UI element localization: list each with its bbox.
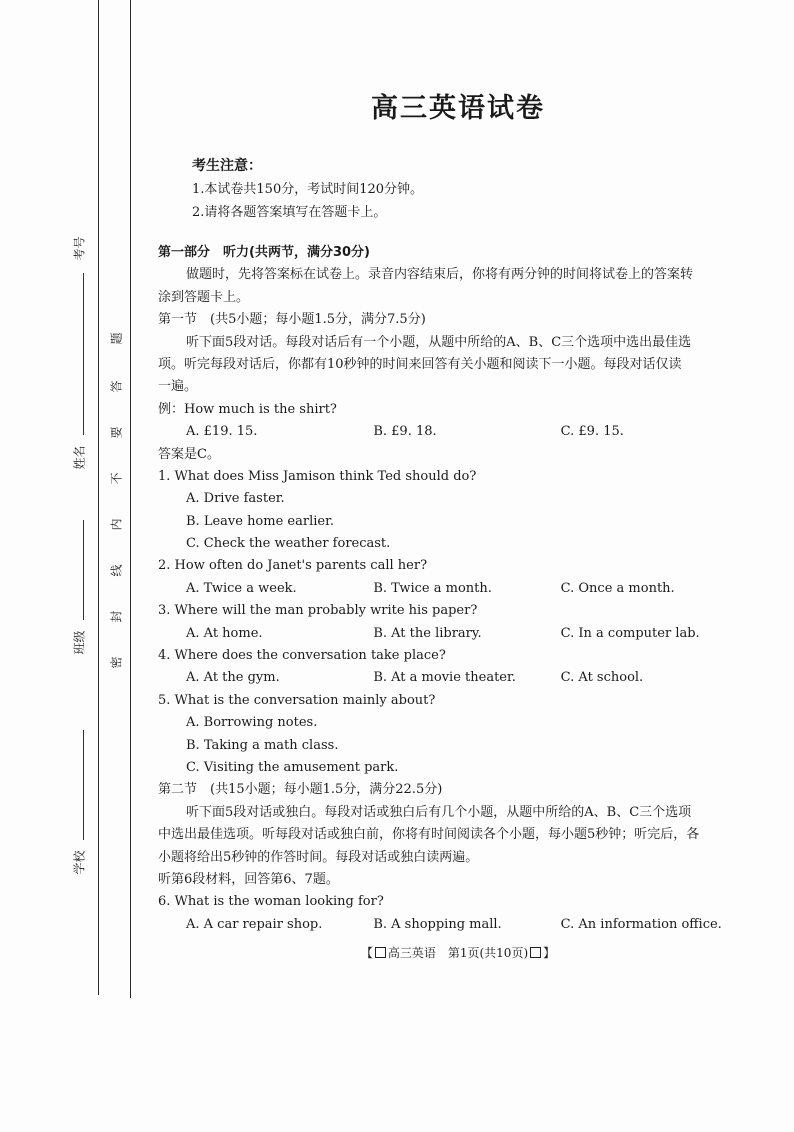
field-name-label: 姓名 bbox=[72, 445, 87, 470]
material-note: 听第6段材料，回答第6、7题。 bbox=[158, 871, 339, 887]
footer-text: 高三英语 第1页(共10页) bbox=[387, 946, 529, 960]
question-2: 2. How often do Janet's parents call her? bbox=[158, 558, 428, 574]
section1-instructions: 听下面5段对话。每段对话后有一个小题，从题中所给的A、B、C三个选项中选出最佳选 bbox=[186, 334, 692, 350]
listening-part bbox=[158, 242, 748, 936]
option-b: B. £9. 18. bbox=[373, 424, 437, 440]
option-b: B. At the library. bbox=[373, 625, 482, 641]
field-name-line bbox=[83, 350, 84, 435]
option-b: B. At a movie theater. bbox=[373, 670, 516, 686]
option-b: B. A shopping mall. bbox=[373, 916, 502, 932]
option-a: A. At the gym. bbox=[186, 670, 280, 686]
option-c: C. £9. 15. bbox=[560, 424, 624, 440]
seal-char: 线 bbox=[109, 564, 124, 577]
seal-char: 内 bbox=[109, 518, 124, 531]
section2-instructions: 听下面5段对话或独白。每段对话或独白后有几个小题，从题中所给的A、B、C三个选项 bbox=[186, 804, 692, 820]
example-options bbox=[158, 421, 748, 443]
section2-instructions: 中选出最佳选项。听每段对话或独白前，你将有时间阅读各个小题，每小题5秒钟；听完后，各 bbox=[158, 827, 700, 843]
seal-char: 题 bbox=[109, 332, 124, 345]
field-class-line bbox=[83, 520, 84, 620]
seal-line-text bbox=[105, 330, 127, 700]
footer-bracket-left: 【 bbox=[360, 946, 373, 960]
option-a: A. At home. bbox=[186, 625, 263, 641]
field-school-line bbox=[83, 730, 84, 840]
question-1: 1. What does Miss Jamison think Ted should do? bbox=[158, 468, 477, 484]
binding-margin bbox=[0, 0, 132, 1000]
field-school-label: 学校 bbox=[72, 850, 87, 875]
section2-instructions: 小题将给出5秒钟的作答时间。每段对话或独白读两遍。 bbox=[158, 849, 479, 865]
footer-bracket-right: 】 bbox=[543, 946, 556, 960]
section2-heading: 第二节 (共15小题；每小题1.5分，满分22.5分) bbox=[158, 782, 443, 798]
seal-char: 密 bbox=[109, 656, 124, 669]
question-3-options bbox=[158, 623, 748, 645]
option-a: A. £19. 15. bbox=[186, 424, 258, 440]
question-3: 3. Where will the man probably write his paper? bbox=[158, 603, 478, 619]
option-c: C. Check the weather forecast. bbox=[186, 536, 391, 552]
page-footer bbox=[158, 944, 758, 961]
option-a: A. Borrowing notes. bbox=[186, 715, 318, 731]
question-4: 4. Where does the conversation take place? bbox=[158, 648, 446, 664]
option-c: C. In a computer lab. bbox=[560, 625, 700, 641]
part1-heading: 第一部分 听力(共两节，满分30分) bbox=[158, 245, 370, 260]
option-a: A. A car repair shop. bbox=[186, 916, 323, 932]
notice-heading: 考生注意： bbox=[192, 158, 262, 174]
question-2-options bbox=[158, 578, 748, 600]
option-a: A. Drive faster. bbox=[186, 491, 285, 507]
example-answer: 答案是C。 bbox=[158, 446, 220, 462]
option-c: C. An information office. bbox=[560, 916, 722, 932]
question-6-options bbox=[158, 914, 748, 936]
question-4-options bbox=[158, 667, 748, 689]
section1-instructions: 项。听完每段对话后，你都有10秒钟的时间来回答有关小题和阅读下一小题。每段对话仅读 bbox=[158, 356, 682, 372]
seal-char: 要 bbox=[109, 426, 124, 439]
notice-item: 2.请将各题答案填写在答题卡上。 bbox=[192, 205, 387, 220]
notice-item: 1.本试卷共150分，考试时间120分钟。 bbox=[192, 182, 424, 197]
option-c: C. At school. bbox=[560, 670, 644, 686]
option-b: B. Twice a month. bbox=[373, 580, 492, 596]
section1-instructions: 一遍。 bbox=[158, 379, 198, 395]
page-title: 高三英语试卷 bbox=[371, 93, 545, 124]
candidate-notice bbox=[192, 155, 423, 224]
question-6: 6. What is the woman looking for? bbox=[158, 894, 384, 910]
field-exam-number-label: 考号 bbox=[72, 236, 87, 261]
field-name bbox=[62, 350, 96, 470]
part1-intro: 做题时，先将答案标在试卷上。录音内容结束后，你将有两分钟的时间将试卷上的答案转 bbox=[186, 267, 694, 283]
binding-line-outer bbox=[98, 0, 99, 995]
square-box-icon bbox=[375, 947, 386, 958]
part1-intro: 涂到答题卡上。 bbox=[158, 289, 250, 305]
seal-char: 答 bbox=[109, 380, 124, 393]
example-question: 例：How much is the shirt? bbox=[158, 401, 337, 417]
seal-char: 不 bbox=[109, 472, 124, 485]
option-b: B. Taking a math class. bbox=[186, 737, 339, 753]
option-c: C. Visiting the amusement park. bbox=[186, 759, 399, 775]
field-class-label: 班级 bbox=[72, 630, 87, 655]
option-c: C. Once a month. bbox=[560, 580, 675, 596]
binding-line-inner bbox=[130, 0, 131, 998]
option-b: B. Leave home earlier. bbox=[186, 513, 335, 529]
section1-heading: 第一节 (共5小题；每小题1.5分，满分7.5分) bbox=[158, 312, 426, 328]
square-box-icon bbox=[530, 947, 541, 958]
field-class bbox=[62, 520, 96, 655]
seal-char: 封 bbox=[109, 610, 124, 623]
field-exam-number bbox=[62, 236, 96, 363]
field-school bbox=[62, 730, 96, 875]
option-a: A. Twice a week. bbox=[186, 580, 297, 596]
question-5: 5. What is the conversation mainly about? bbox=[158, 692, 436, 708]
